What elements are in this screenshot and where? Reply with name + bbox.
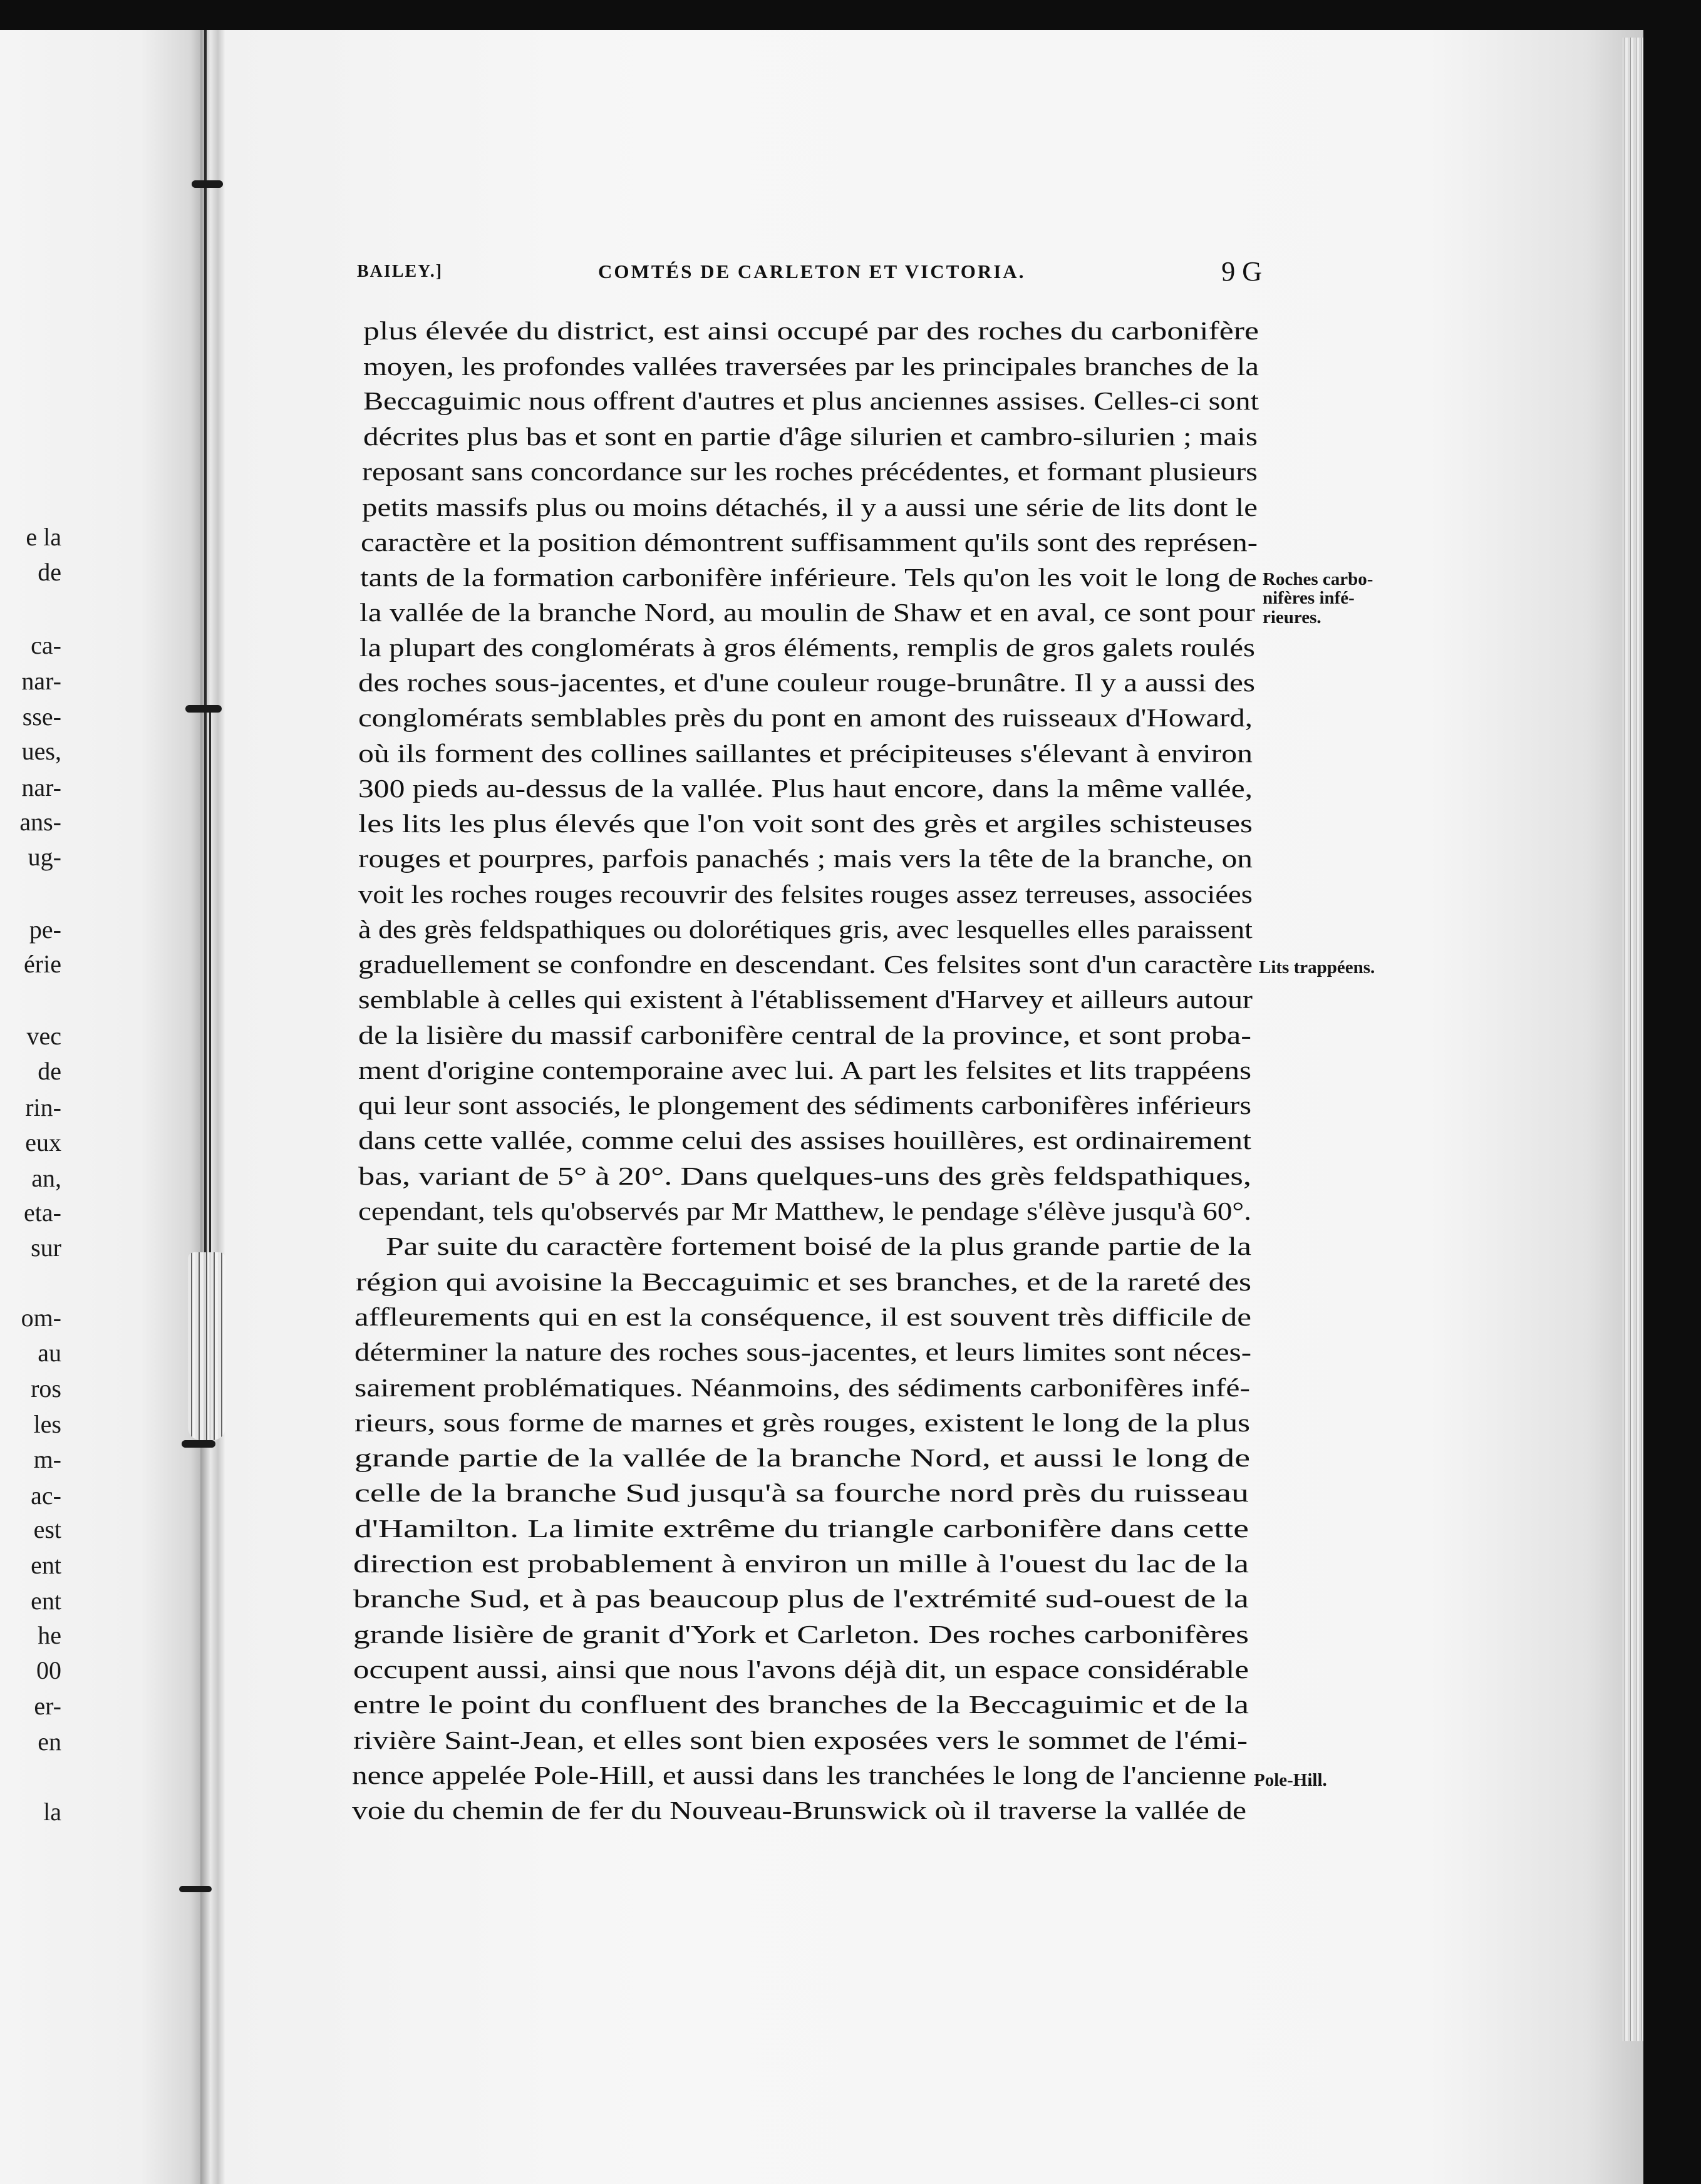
body-line: semblable à celles qui existent à l'établissement d'Harvey et ailleurs autour: [358, 985, 1253, 1014]
binding-clip: [182, 1440, 215, 1448]
body-line: direction est probablement à environ un mille à l'ouest du lac de la: [353, 1549, 1249, 1578]
left-page-line-fragment: nar-: [21, 667, 61, 695]
left-page-line-fragment: eux: [25, 1128, 61, 1156]
left-page-line-fragment: om-: [21, 1304, 61, 1332]
body-line: affleurements qui en est la conséquence, il est souvent très difficile de: [354, 1302, 1251, 1331]
body-line: rieurs, sous forme de marnes et grès rouges, existent le long de la plus: [354, 1408, 1250, 1437]
body-line: 300 pieds au-dessus de la vallée. Plus haut encore, dans la même vallée,: [358, 774, 1253, 803]
scan-border-top: [0, 0, 1701, 30]
left-page-line-fragment: sur: [31, 1234, 61, 1262]
left-page-line-fragment: nar-: [21, 773, 61, 801]
left-page-line-fragment: m-: [33, 1445, 61, 1473]
margin-note-line: Pole-Hill.: [1254, 1770, 1327, 1790]
body-line: petits massifs plus ou moins détachés, il y a aussi une série de lits dont le: [362, 493, 1258, 522]
body-line: déterminer la nature des roches sous-jacentes, et leurs limites sont néces-: [354, 1337, 1252, 1366]
body-line: sairement problématiques. Néanmoins, des sédiments carbonifères infé-: [354, 1373, 1251, 1402]
body-line: rouges et pourpres, parfois panachés ; mais vers la tête de la branche, on: [358, 844, 1253, 873]
left-page-line-fragment: de: [38, 558, 61, 586]
left-page-line-fragment: ans-: [19, 808, 61, 836]
body-line: caractère et la position démontrent suffisamment qu'ils sont des représen-: [361, 528, 1258, 557]
body-line: région qui avoisine la Beccaguimic et ses branches, et de la rareté des: [356, 1267, 1252, 1296]
body-line: ment d'origine contemporaine avec lui. A part les felsites et lits trappéens: [358, 1056, 1251, 1084]
margin-note: [1263, 570, 1373, 627]
page-stack-edge: [1622, 38, 1643, 2041]
body-line: entre le point du confluent des branches de la Beccaguimic et de la: [353, 1690, 1249, 1719]
body-line: occupent aussi, ainsi que nous l'avons déjà dit, un espace considérable: [353, 1655, 1249, 1684]
margin-note: [1259, 958, 1375, 977]
left-page-line-fragment: he: [38, 1621, 61, 1649]
body-line: décrites plus bas et sont en partie d'âge silurien et cambro-silurien ; mais: [363, 422, 1258, 451]
margin-note-line: Roches carbo-: [1263, 569, 1373, 589]
body-line: qui leur sont associés, le plongement des sédiments carbonifères inférieurs: [358, 1091, 1251, 1120]
body-line: la plupart des conglomérats à gros éléments, remplis de gros galets roulés: [359, 633, 1255, 662]
page-number: 9 G: [1221, 256, 1262, 287]
body-line: la vallée de la branche Nord, au moulin de Shaw et en aval, ce sont pour: [359, 598, 1256, 627]
body-line: de la lisière du massif carbonifère central de la province, et sont proba-: [358, 1021, 1251, 1049]
body-line: grande partie de la vallée de la branche Nord, et aussi le long de: [354, 1443, 1250, 1472]
left-page-line-fragment: de: [38, 1057, 61, 1085]
margin-note-line: nifères infé-: [1263, 588, 1355, 609]
body-line: graduellement se confondre en descendant. Ces felsites sont d'un caractère: [358, 950, 1253, 979]
body-line: conglomérats semblables près du pont en amont des ruisseaux d'Howard,: [358, 703, 1253, 732]
left-page-line-fragment: e la: [26, 523, 61, 551]
body-line: tants de la formation carbonifère inférieure. Tels qu'on les voit le long de: [360, 563, 1257, 592]
binding-clip: [179, 1886, 212, 1892]
header-title: COMTÉS DE CARLETON ET VICTORIA.: [598, 260, 1026, 282]
body-line: dans cette vallée, comme celui des assises houillères, est ordinairement: [358, 1126, 1252, 1155]
body-line: reposant sans concordance sur les roches précédentes, et formant plusieurs: [362, 457, 1258, 486]
left-page-line-fragment: la: [43, 1798, 61, 1826]
body-line: les lits les plus élevés que l'on voit sont des grès et argiles schisteuses: [358, 809, 1253, 838]
margin-note-line: rieures.: [1263, 607, 1321, 627]
body-line: cependant, tels qu'observés par Mr Matthew, le pendage s'élève jusqu'à 60°.: [358, 1197, 1251, 1225]
body-line: des roches sous-jacentes, et d'une couleur rouge-brunâtre. Il y a aussi des: [358, 668, 1255, 697]
body-line: à des grès feldspathiques ou dolorétiques gris, avec lesquelles elles paraissent: [358, 915, 1253, 944]
binding-clip: [185, 705, 222, 713]
left-page-line-fragment: rin-: [25, 1093, 61, 1121]
left-page-line-fragment: ros: [31, 1374, 61, 1403]
margin-note: [1254, 1771, 1327, 1790]
binding-clip: [192, 180, 223, 188]
frayed-thread-end: [188, 1252, 225, 1440]
left-page-line-fragment: au: [38, 1339, 61, 1367]
left-page-line-fragment: eta-: [24, 1198, 61, 1227]
left-page-line-fragment: 00: [36, 1656, 61, 1684]
left-page-line-fragment: ent: [31, 1551, 61, 1579]
left-page-line-fragment: pe-: [29, 915, 61, 944]
left-page-line-fragment: vec: [26, 1022, 61, 1050]
body-line: branche Sud, et à pas beaucoup plus de l'extrémité sud-ouest de la: [353, 1584, 1249, 1613]
body-line: celle de la branche Sud jusqu'à sa fourche nord près du ruisseau: [354, 1478, 1249, 1507]
left-page-line-fragment: sse-: [22, 703, 61, 731]
body-line: nence appelée Pole-Hill, et aussi dans les tranchées le long de l'ancienne: [352, 1761, 1246, 1790]
binding-thread: [204, 19, 207, 1446]
left-page-line-fragment: er-: [34, 1692, 61, 1720]
header-author: BAILEY.]: [357, 262, 443, 281]
running-header: [357, 256, 1262, 291]
body-line: voie du chemin de fer du Nouveau-Brunswick où il traverse la vallée de: [352, 1796, 1247, 1825]
body-line: bas, variant de 5° à 20°. Dans quelques-uns des grès feldspathiques,: [358, 1162, 1251, 1190]
left-page-line-fragment: ues,: [21, 737, 61, 765]
body-line: Par suite du caractère fortement boisé de la plus grande partie de la: [386, 1232, 1251, 1260]
body-line: voit les roches rouges recouvrir des felsites rouges assez terreuses, associées: [358, 880, 1253, 909]
scan-border-right: [1643, 0, 1701, 2184]
left-page-line-fragment: ca-: [31, 631, 61, 659]
left-page-line-fragment: ac-: [31, 1481, 61, 1510]
body-line: plus élevée du district, est ainsi occupé par des roches du carbonifère: [363, 316, 1259, 345]
body-line: où ils forment des collines saillantes et précipiteuses s'élevant à environ: [358, 739, 1253, 768]
body-line: d'Hamilton. La limite extrême du triangle carbonifère dans cette: [354, 1514, 1249, 1543]
left-page-line-fragment: est: [33, 1515, 61, 1543]
left-page-line-fragment: érie: [24, 950, 61, 978]
body-line: Beccaguimic nous offrent d'autres et plus anciennes assises. Celles-ci sont: [363, 386, 1259, 415]
left-page-line-fragment: an,: [31, 1164, 61, 1192]
body-line: rivière Saint-Jean, et elles sont bien exposées vers le sommet de l'émi-: [353, 1726, 1248, 1754]
body-line: moyen, les profondes vallées traversées par les principales branches de la: [363, 352, 1259, 381]
left-page-line-fragment: ent: [31, 1587, 61, 1615]
left-page-line-fragment: les: [33, 1410, 61, 1438]
body-line: grande lisière de granit d'York et Carleton. Des roches carbonifères: [353, 1620, 1249, 1649]
margin-note-line: Lits trappéens.: [1259, 957, 1375, 977]
left-page-line-fragment: ug-: [28, 843, 61, 871]
left-page-line-fragment: en: [38, 1728, 61, 1756]
